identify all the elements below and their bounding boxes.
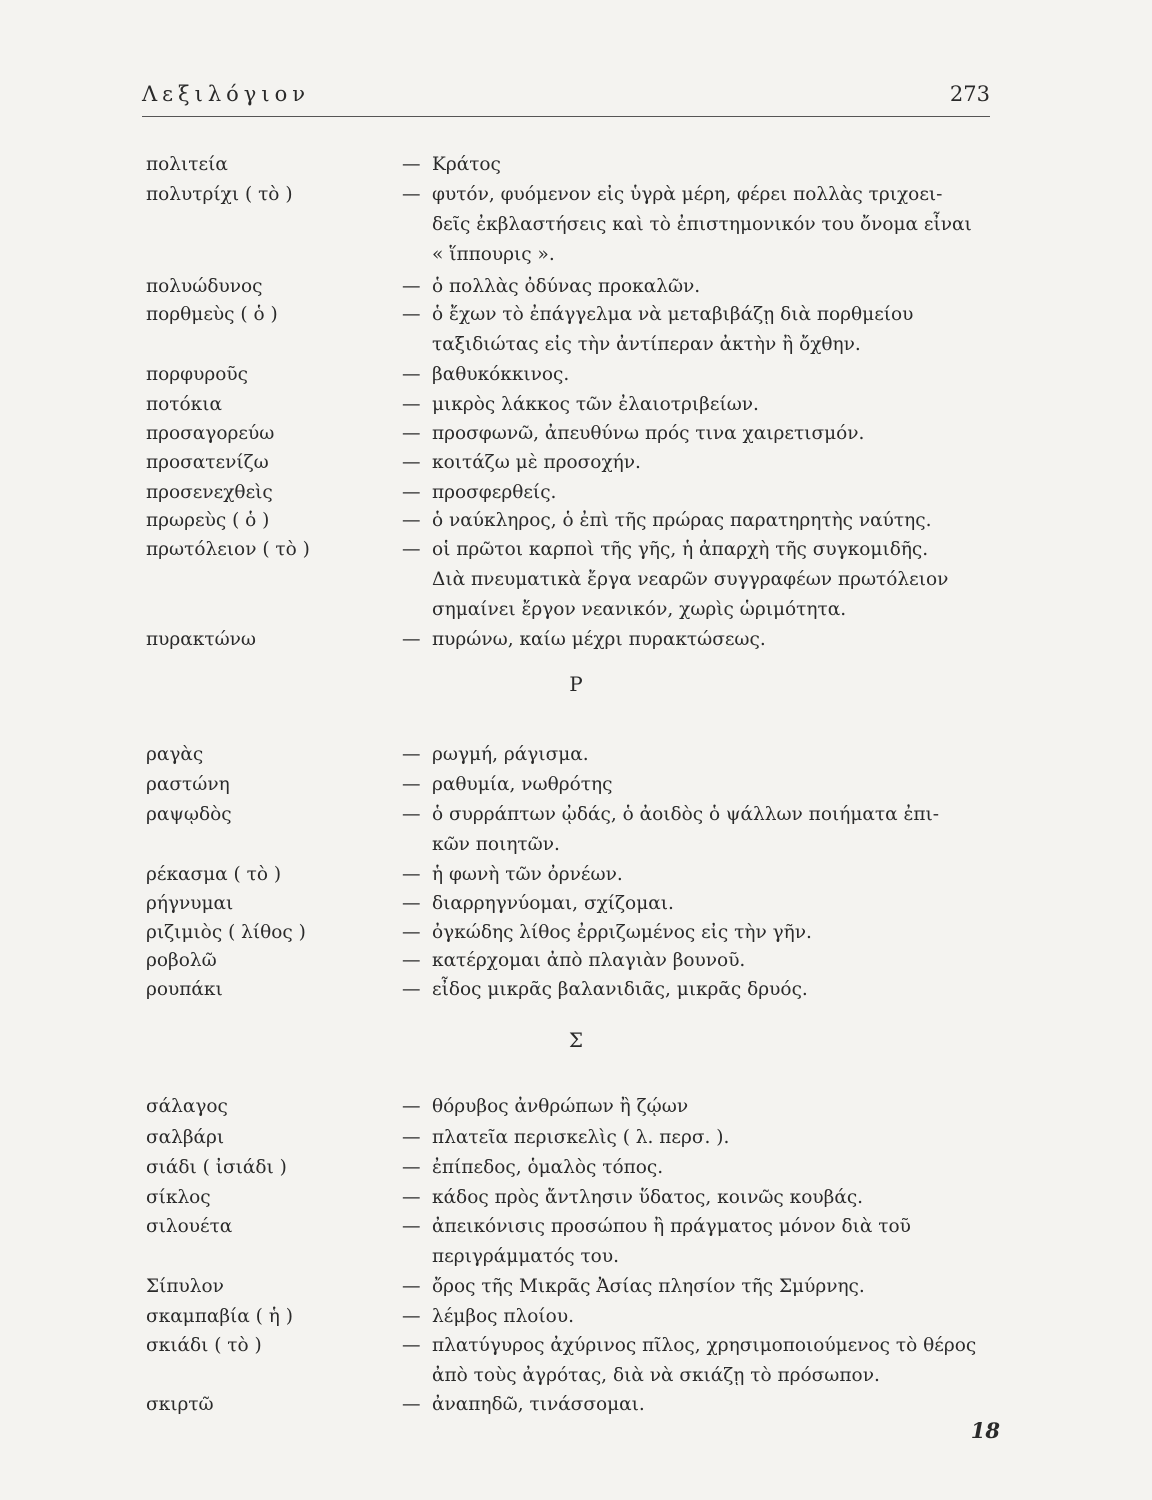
definition-line: ὄρος τῆς Μικρᾶς Ἀσίας πλησίον τῆς Σμύρνης.	[432, 1276, 865, 1297]
entry-dash: —	[402, 452, 421, 473]
entry-dash: —	[402, 394, 421, 415]
entry-definition	[432, 506, 992, 536]
entry-term: σίκλος	[146, 1187, 211, 1208]
definition-line: προσφερθείς.	[432, 482, 557, 503]
definition-line: ραθυμία, νωθρότης	[432, 774, 613, 795]
entry-dash: —	[402, 1157, 421, 1178]
entry-dash: —	[402, 950, 421, 971]
entry-definition	[432, 1331, 992, 1391]
definition-line: πλατύγυρος ἀχύρινος πῖλος, χρησιμοποιούμενος τὸ θέρος	[432, 1335, 977, 1356]
definition-line: πλατεῖα περισκελὶς ( λ. περσ. ).	[432, 1127, 730, 1148]
entry-dash: —	[402, 482, 421, 503]
entry-term: ραγὰς	[146, 744, 204, 765]
definition-line: ἀπεικόνισις προσώπου ἢ πράγματος μόνον διὰ τοῦ	[432, 1216, 911, 1237]
entry-term: πολυώδυνος	[146, 276, 263, 297]
definition-line: ὁ πολλὰς ὀδύνας προκαλῶν.	[432, 276, 701, 297]
entry-definition	[432, 860, 992, 890]
definition-line: « ἵππουρις ».	[432, 244, 555, 265]
entry-dash: —	[402, 1306, 421, 1327]
entry-dash: —	[402, 423, 421, 444]
entry-definition	[432, 478, 992, 508]
definition-line: βαθυκόκκινος.	[432, 364, 570, 385]
entry-dash: —	[402, 629, 421, 650]
definition-line: ἀπὸ τοὺς ἀγρότας, διὰ νὰ σκιάζῃ τὸ πρόσωπον.	[432, 1365, 880, 1386]
entry-term: ραστώνη	[146, 774, 230, 795]
entry-definition	[432, 975, 992, 1005]
page-header	[142, 82, 990, 116]
definition-line: Διὰ πνευματικὰ ἔργα νεαρῶν συγγραφέων πρωτόλειον	[432, 569, 949, 590]
entry-definition	[432, 180, 992, 270]
definition-line: ὀγκώδης λίθος ἐρριζωμένος εἰς τὴν γῆν.	[432, 922, 812, 943]
definition-line: φυτόν, φυόμενον εἰς ὑγρὰ μέρη, φέρει πολλὰς τριχοει-	[432, 184, 943, 205]
entry-definition	[432, 918, 992, 948]
entry-term: προσενεχθεὶς	[146, 482, 273, 503]
entry-dash: —	[402, 864, 421, 885]
entry-dash: —	[402, 1187, 421, 1208]
entry-dash: —	[402, 510, 421, 531]
entry-dash: —	[402, 364, 421, 385]
entry-term: σαλβάρι	[146, 1127, 225, 1148]
entry-dash: —	[402, 893, 421, 914]
entry-term: σάλαγος	[146, 1096, 228, 1117]
definition-line: ἡ φωνὴ τῶν ὀρνέων.	[432, 864, 623, 885]
definition-line: ὁ συρράπτων ᾠδάς, ὁ ἀοιδὸς ὁ ψάλλων ποιήματα ἐπι-	[432, 804, 940, 825]
entry-term: πρωρεὺς ( ὁ )	[146, 510, 270, 531]
definition-line: Κράτος	[432, 154, 501, 175]
entry-term: ριζιμιὸς ( λίθος )	[146, 922, 306, 943]
definition-line: μικρὸς λάκκος τῶν ἐλαιοτριβείων.	[432, 394, 759, 415]
entry-dash: —	[402, 1127, 421, 1148]
entry-term: προσατενίζω	[146, 452, 269, 473]
entry-dash: —	[402, 979, 421, 1000]
entry-definition	[432, 448, 992, 478]
definition-line: διαρρηγνύομαι, σχίζομαι.	[432, 893, 674, 914]
entry-term: πορθμεὺς ( ὁ )	[146, 304, 278, 325]
definition-line: οἱ πρῶτοι καρποὶ τῆς γῆς, ἡ ἀπαρχὴ τῆς συγκομιδῆς.	[432, 539, 929, 560]
entry-term: σκιάδι ( τὸ )	[146, 1335, 262, 1356]
entry-definition	[432, 625, 992, 655]
definition-line: λέμβος πλοίου.	[432, 1306, 574, 1327]
entry-definition	[432, 272, 992, 302]
entry-term: προσαγορεύω	[146, 423, 275, 444]
entry-term: ποτόκια	[146, 394, 222, 415]
entry-term: Σίπυλον	[146, 1276, 224, 1297]
definition-line: ταξιδιώτας εἰς τὴν ἀντίπεραν ἀκτὴν ἢ ὄχθην.	[432, 334, 861, 355]
entry-term: σκαμπαβία ( ἡ )	[146, 1306, 293, 1327]
entry-term: πρωτόλειον ( τὸ )	[146, 539, 310, 560]
definition-line: ἀναπηδῶ, τινάσσομαι.	[432, 1394, 645, 1415]
definition-line: πυρώνω, καίω μέχρι πυρακτώσεως.	[432, 629, 766, 650]
entry-term: ρέκασμα ( τὸ )	[146, 864, 282, 885]
running-title: Λεξιλόγιον	[142, 82, 310, 106]
section-heading-rho: Ρ	[569, 672, 583, 696]
definition-line: ὁ ἔχων τὸ ἐπάγγελμα νὰ μεταβιβάζῃ διὰ πορθμείου	[432, 304, 914, 325]
definition-line: κῶν ποιητῶν.	[432, 834, 560, 855]
entry-dash: —	[402, 1216, 421, 1237]
entry-definition	[432, 1183, 992, 1213]
definition-line: ἐπίπεδος, ὁμαλὸς τόπος.	[432, 1157, 664, 1178]
definition-line: εἶδος μικρᾶς βαλανιδιᾶς, μικρᾶς δρυός.	[432, 979, 808, 1000]
entry-dash: —	[402, 184, 421, 205]
entry-term: πολυτρίχι ( τὸ )	[146, 184, 293, 205]
entry-definition	[432, 740, 992, 770]
entry-dash: —	[402, 1096, 421, 1117]
entry-term: ρουπάκι	[146, 979, 223, 1000]
entry-definition	[432, 300, 992, 360]
definition-line: περιγράμματός του.	[432, 1246, 619, 1267]
definition-line: ὁ ναύκληρος, ὁ ἐπὶ τῆς πρώρας παρατηρητὴς ναύτης.	[432, 510, 932, 531]
entry-definition	[432, 360, 992, 390]
definition-line: προσφωνῶ, ἀπευθύνω πρός τινα χαιρετισμόν.	[432, 423, 865, 444]
entry-term: ροβολῶ	[146, 950, 217, 971]
definition-line: ρωγμή, ράγισμα.	[432, 744, 589, 765]
entry-dash: —	[402, 304, 421, 325]
entry-dash: —	[402, 922, 421, 943]
entry-definition	[432, 390, 992, 420]
entry-dash: —	[402, 1276, 421, 1297]
entry-definition	[432, 1272, 992, 1302]
entry-dash: —	[402, 539, 421, 560]
entry-definition	[432, 535, 992, 625]
entry-definition	[432, 1092, 992, 1122]
entry-dash: —	[402, 154, 421, 175]
entry-dash: —	[402, 744, 421, 765]
entry-definition	[432, 800, 992, 860]
entry-dash: —	[402, 774, 421, 795]
page-number: 273	[949, 82, 990, 106]
entry-term: πυρακτώνω	[146, 629, 256, 650]
entry-dash: —	[402, 804, 421, 825]
entry-definition	[432, 1153, 992, 1183]
signature-mark: 18	[970, 1418, 1000, 1443]
definition-line: δεῖς ἐκβλαστήσεις καὶ τὸ ἐπιστημονικόν του ὄνομα εἶναι	[432, 214, 972, 235]
entry-dash: —	[402, 1394, 421, 1415]
entry-definition	[432, 946, 992, 976]
entry-dash: —	[402, 276, 421, 297]
definition-line: κατέρχομαι ἀπὸ πλαγιὰν βουνοῦ.	[432, 950, 746, 971]
entry-definition	[432, 150, 992, 180]
entry-definition	[432, 1123, 992, 1153]
entry-term: πολιτεία	[146, 154, 228, 175]
entry-definition	[432, 1302, 992, 1332]
definition-line: κάδος πρὸς ἄντλησιν ὕδατος, κοινῶς κουβάς.	[432, 1187, 864, 1208]
entry-term: πορφυροῦς	[146, 364, 248, 385]
definition-line: σημαίνει ἔργον νεανικόν, χωρὶς ὡριμότητα.	[432, 599, 847, 620]
entry-term: σιλουέτα	[146, 1216, 233, 1237]
entry-definition	[432, 419, 992, 449]
entry-definition	[432, 770, 992, 800]
entry-definition	[432, 889, 992, 919]
entry-term: ραψῳδὸς	[146, 804, 232, 825]
header-rule	[142, 116, 990, 117]
definition-line: κοιτάζω μὲ προσοχήν.	[432, 452, 641, 473]
entry-term: ρήγνυμαι	[146, 893, 234, 914]
section-heading-sigma: Σ	[568, 1028, 584, 1052]
definition-line: θόρυβος ἀνθρώπων ἢ ζῴων	[432, 1096, 689, 1117]
entry-definition	[432, 1212, 992, 1272]
entry-dash: —	[402, 1335, 421, 1356]
entry-term: σκιρτῶ	[146, 1394, 214, 1415]
entry-definition	[432, 1390, 992, 1420]
entry-term: σιάδι ( ἰσιάδι )	[146, 1157, 287, 1178]
